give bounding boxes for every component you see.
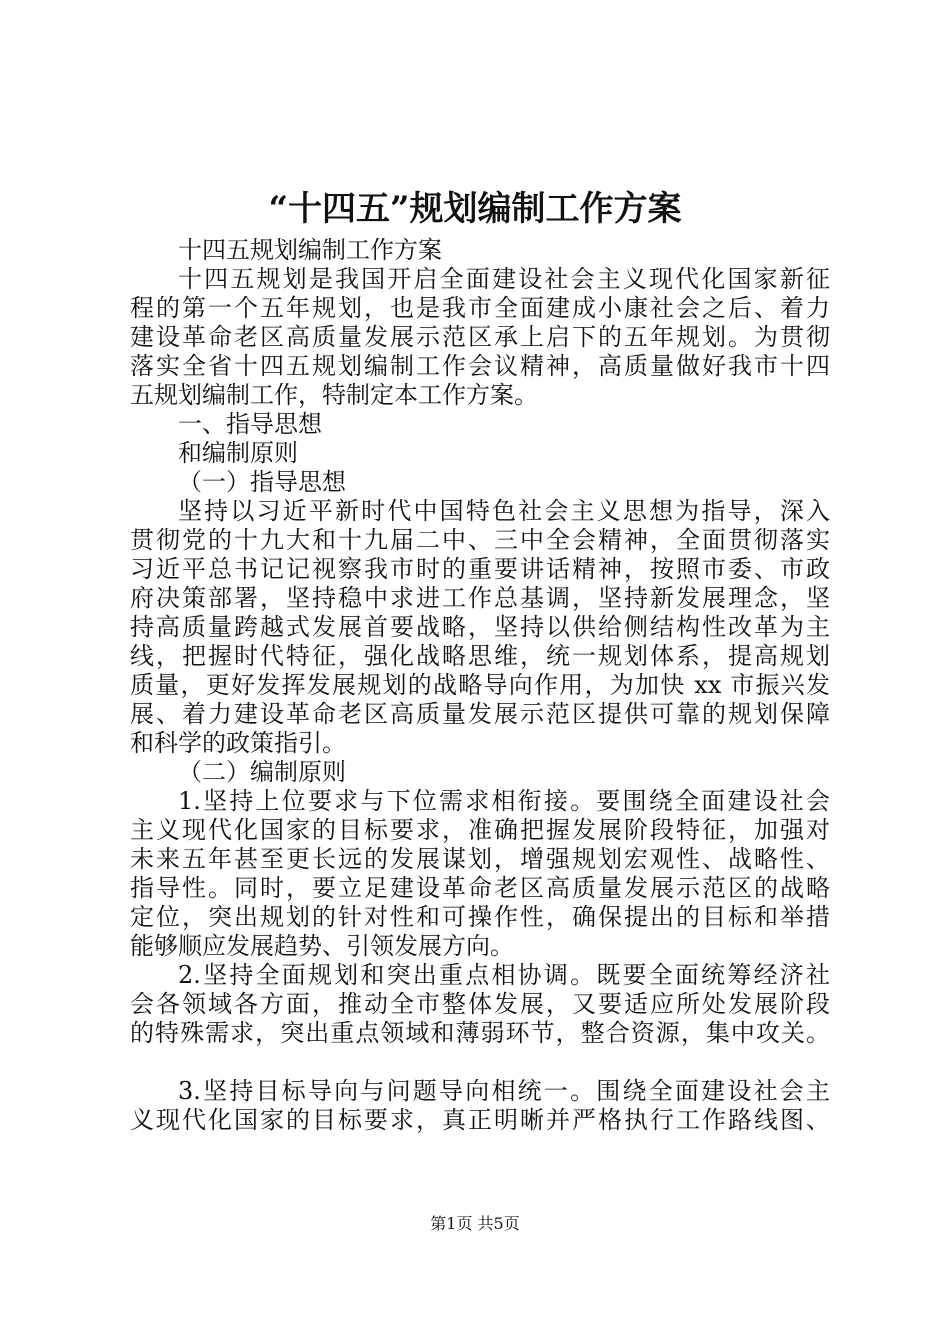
paragraph-line: 的特殊需求，突出重点领域和薄弱环节，整合资源，集中攻关。 <box>130 1019 830 1047</box>
paragraph-line: 建设革命老区高质量发展示范区承上启下的五年规划。为贯彻 <box>130 323 830 351</box>
paragraph-line: 展、着力建设革命老区高质量发展示范区提供可靠的规划保障 <box>130 700 830 728</box>
paragraph-line: 指导性。同时，要立足建设革命老区高质量发展示范区的战略 <box>130 874 830 902</box>
paragraph-line: 义现代化国家的目标要求，真正明晰并严格执行工作路线图、 <box>130 1106 830 1134</box>
paragraph-line: 1.坚持上位要求与下位需求相衔接。要围绕全面建设社会 <box>178 787 830 815</box>
section-heading: 一、指导思想 <box>178 410 322 438</box>
paragraph-gap <box>130 1048 830 1077</box>
paragraph-line: 能够顺应发展趋势、引领发展方向。 <box>130 932 514 960</box>
paragraph-line: 十四五规划是我国开启全面建设社会主义现代化国家新征 <box>178 265 830 293</box>
paragraph-line: 主义现代化国家的目标要求，准确把握发展阶段特征，加强对 <box>130 816 830 844</box>
paragraph-line: 坚持以习近平新时代中国特色社会主义思想为指导，深入 <box>178 497 830 525</box>
paragraph-line: 未来五年甚至更长远的发展谋划，增强规划宏观性、战略性、 <box>130 845 830 873</box>
paragraph-line: 质量，更好发挥发展规划的战略导向作用，为加快 xx 市振兴发 <box>130 671 830 699</box>
paragraph-line: 2.坚持全面规划和突出重点相协调。既要全面统筹经济社 <box>178 961 830 989</box>
paragraph-line: 贯彻党的十九大和十九届二中、三中全会精神，全面贯彻落实 <box>130 526 830 554</box>
paragraph-line: 定位，突出规划的针对性和可操作性，确保提出的目标和举措 <box>130 903 830 931</box>
document-body <box>130 236 830 1135</box>
paragraph-line: 府决策部署，坚持稳中求进工作总基调，坚持新发展理念，坚 <box>130 584 830 612</box>
page-footer: 第1页 共5页 <box>430 1214 520 1233</box>
paragraph-line: 五规划编制工作，特制定本工作方案。 <box>130 381 538 409</box>
subsection-heading: （二）编制原则 <box>178 758 346 786</box>
paragraph-line: 落实全省十四五规划编制工作会议精神，高质量做好我市十四 <box>130 352 830 380</box>
paragraph-line: 十四五规划编制工作方案 <box>178 236 442 264</box>
paragraph-line: 会各领域各方面，推动全市整体发展，又要适应所处发展阶段 <box>130 990 830 1018</box>
paragraph-line: 和科学的政策指引。 <box>130 729 346 757</box>
paragraph-line: 3.坚持目标导向与问题导向相统一。围绕全面建设社会主 <box>178 1077 830 1105</box>
paragraph-line: 习近平总书记记视察我市时的重要讲话精神，按照市委、市政 <box>130 555 830 583</box>
section-heading: 和编制原则 <box>178 439 298 467</box>
document-title: “十四五”规划编制工作方案 <box>268 189 682 229</box>
paragraph-line: 程的第一个五年规划，也是我市全面建成小康社会之后、着力 <box>130 294 830 322</box>
paragraph-line: 线，把握时代特征，强化战略思维，统一规划体系，提高规划 <box>130 642 830 670</box>
subsection-heading: （一）指导思想 <box>178 468 346 496</box>
paragraph-line: 持高质量跨越式发展首要战略，坚持以供给侧结构性改革为主 <box>130 613 830 641</box>
